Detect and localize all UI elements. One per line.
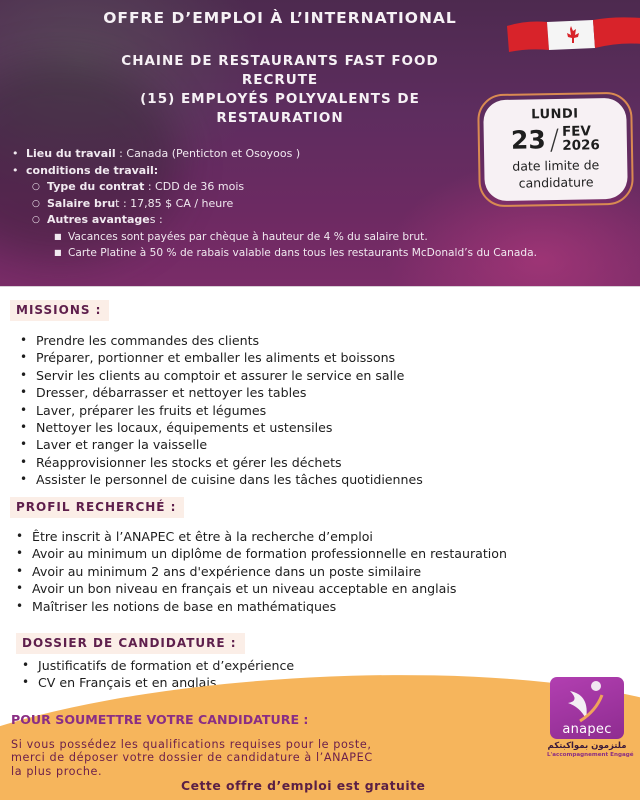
canada-flag-icon <box>505 10 640 54</box>
list-item: • Préparer, portionner et emballer les aliments et boissons <box>18 349 423 366</box>
salary-item: ○ Salaire brut : 17,85 $ CA / heure <box>10 196 537 213</box>
bullet-icon: • <box>12 163 19 177</box>
deadline-caption: date limite de candidature <box>512 157 600 191</box>
benefit-vacation: ■ Vacances sont payées par chèque à hauteur de 4 % du salaire brut. <box>10 229 537 246</box>
deadline-month: FEV <box>561 123 592 140</box>
list-item: • Dresser, débarrasser et nettoyer les tables <box>18 384 423 401</box>
circle-bullet-icon: ○ <box>32 198 40 209</box>
anapec-logo: anapec ملتزمون بمواكبتكم L'accompagnement Engagé <box>547 677 627 758</box>
header-banner <box>0 0 640 287</box>
conditions-heading: • conditions de travail: <box>10 163 537 180</box>
list-item: • Servir les clients au comptoir et assurer le service en salle <box>18 367 423 384</box>
work-conditions <box>10 146 537 262</box>
missions-heading: MISSIONS : <box>10 300 109 321</box>
list-item: • Maîtriser les notions de base en mathématiques <box>14 598 507 615</box>
page-title: OFFRE D’EMPLOI À L’INTERNATIONAL <box>103 9 457 27</box>
list-item: • Assister le personnel de cuisine dans les tâches quotidiennes <box>18 471 423 488</box>
list-item: • Réapprovisionner les stocks et gérer les déchets <box>18 454 423 471</box>
profile-heading: PROFIL RECHERCHÉ : <box>10 497 184 518</box>
benefits-item: ○ Autres avantages : <box>10 212 537 229</box>
anapec-figure-icon <box>550 677 624 723</box>
list-item: • Laver, préparer les fruits et légumes <box>18 402 423 419</box>
list-item: • Avoir au minimum un diplôme de formation professionnelle en restauration <box>14 545 507 562</box>
square-bullet-icon: ■ <box>54 248 62 257</box>
list-item: • CV en Français et en anglais <box>20 674 294 691</box>
list-item: • Nettoyer les locaux, équipements et ustensiles <box>18 419 423 436</box>
deadline-day: 23 <box>510 124 546 155</box>
profile-list <box>14 528 507 615</box>
deadline-weekday: LUNDI <box>531 106 579 123</box>
list-item: • Être inscrit à l’ANAPEC et être à la recherche d’emploi <box>14 528 507 545</box>
dossier-heading: DOSSIER DE CANDIDATURE : <box>16 633 245 654</box>
submit-heading: POUR SOUMETTRE VOTRE CANDIDATURE : <box>11 712 309 727</box>
benefit-platinum-card: ■ Carte Platine à 50 % de rabais valable dans tous les restaurants McDonald’s du Canada. <box>10 245 537 262</box>
submit-instructions: Si vous possédez les qualifications requises pour le poste, merci de déposer votre dossier de candidature à l’ANAPEC la plus proche. <box>11 738 373 778</box>
list-item: • Avoir au minimum 2 ans d'expérience dans un poste similaire <box>14 563 507 580</box>
missions-list <box>18 332 423 489</box>
list-item: • Avoir un bon niveau en français et un niveau acceptable en anglais <box>14 580 507 597</box>
circle-bullet-icon: ○ <box>32 215 40 225</box>
contract-type-item: ○ Type du contrat : CDD de 36 mois <box>10 179 537 196</box>
bullet-icon: • <box>12 147 19 160</box>
circle-bullet-icon: ○ <box>32 182 40 192</box>
free-offer-notice: Cette offre d’emploi est gratuite <box>181 778 426 793</box>
list-item: • Justificatifs de formation et d’expérience <box>20 657 294 674</box>
job-headline: CHAINE DE RESTAURANTS FAST FOOD RECRUTE (15) EMPLOYÉS POLYVALENTS DE RESTAURATION <box>121 53 439 126</box>
date-slash: / <box>549 122 560 156</box>
list-item: • Laver et ranger la vaisselle <box>18 436 423 453</box>
deadline-year: 2026 <box>562 137 600 154</box>
square-bullet-icon: ■ <box>54 231 62 241</box>
list-item: • Prendre les commandes des clients <box>18 332 423 349</box>
workplace-item: • Lieu du travail : Canada (Penticton et Osoyoos ) <box>10 146 537 163</box>
